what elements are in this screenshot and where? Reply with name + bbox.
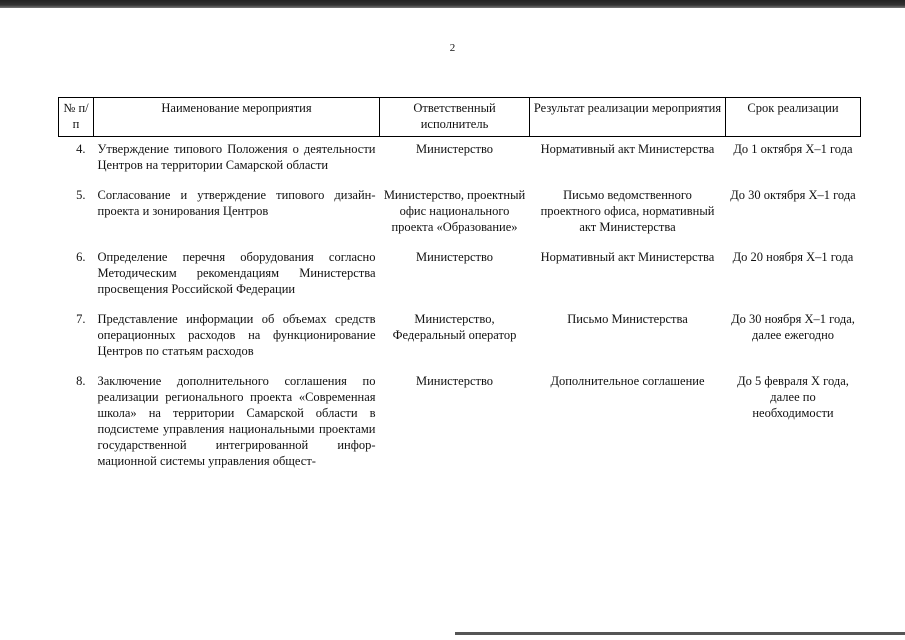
row-num: 7. [76, 312, 86, 326]
table-row [59, 366, 861, 476]
row-name: Утверждение типового Положения о деятельности Центров на территории Самарской области [97, 142, 376, 172]
header-executor: Ответственный исполнитель [380, 98, 530, 137]
row-executor: Министерство [415, 142, 494, 156]
row-term: До 30 ноября X–1 года, далее ежегодно [731, 312, 855, 342]
row-name: Заключение дополнительного соглашения по реализации регионального проекта «Современная школа» на территории Самарской области в подсистеме управления национальными проектами государственной интегрированной инфор-мационной системы управления общест- [97, 374, 376, 468]
row-name: Определение перечня оборудования согласно Методическим рекомендациям Министерства просвещения Российской Федерации [97, 250, 376, 296]
row-executor: Министерство [415, 374, 494, 388]
header-name: Наименование мероприятия [94, 98, 380, 137]
row-term: До 5 февраля X года, далее по необходимости [737, 374, 849, 420]
page-number: 2 [449, 42, 456, 54]
row-executor: Министерство, проектный офис национального проекта «Образование» [383, 188, 526, 234]
row-result: Письмо ведомственного проектного офиса, нормативный акт Министерства [540, 188, 715, 234]
row-executor: Министерство, Федеральный оператор [392, 312, 517, 342]
table-row [59, 304, 861, 366]
row-num: 6. [76, 250, 86, 264]
row-result: Нормативный акт Министерства [540, 250, 715, 264]
table-row [59, 242, 861, 304]
scan-bottom-edge [455, 632, 905, 635]
table-header-row [59, 98, 861, 137]
row-num: 5. [76, 188, 86, 202]
activities-table [58, 97, 861, 476]
scan-top-edge [0, 0, 905, 8]
row-result: Письмо Министерства [567, 312, 688, 326]
row-term: До 30 октября X–1 года [730, 188, 856, 202]
table-row [59, 137, 861, 181]
table-row [59, 180, 861, 242]
row-num: 8. [76, 374, 86, 388]
row-term: До 1 октября X–1 года [733, 142, 853, 156]
header-num: № п/п [59, 98, 94, 137]
header-result: Результат реализации мероприятия [530, 98, 726, 137]
row-result: Дополнительное соглашение [550, 374, 705, 388]
header-term: Срок реализации [726, 98, 861, 137]
row-num: 4. [76, 142, 86, 156]
row-executor: Министерство [415, 250, 494, 264]
row-result: Нормативный акт Министерства [540, 142, 715, 156]
row-name: Представление информации об объемах средств операционных расходов на функционирование Центров по статьям расходов [97, 312, 376, 358]
row-name: Согласование и утверждение типового дизайн-проекта и зонирования Центров [97, 188, 376, 218]
row-term: До 20 ноября X–1 года [732, 250, 854, 264]
